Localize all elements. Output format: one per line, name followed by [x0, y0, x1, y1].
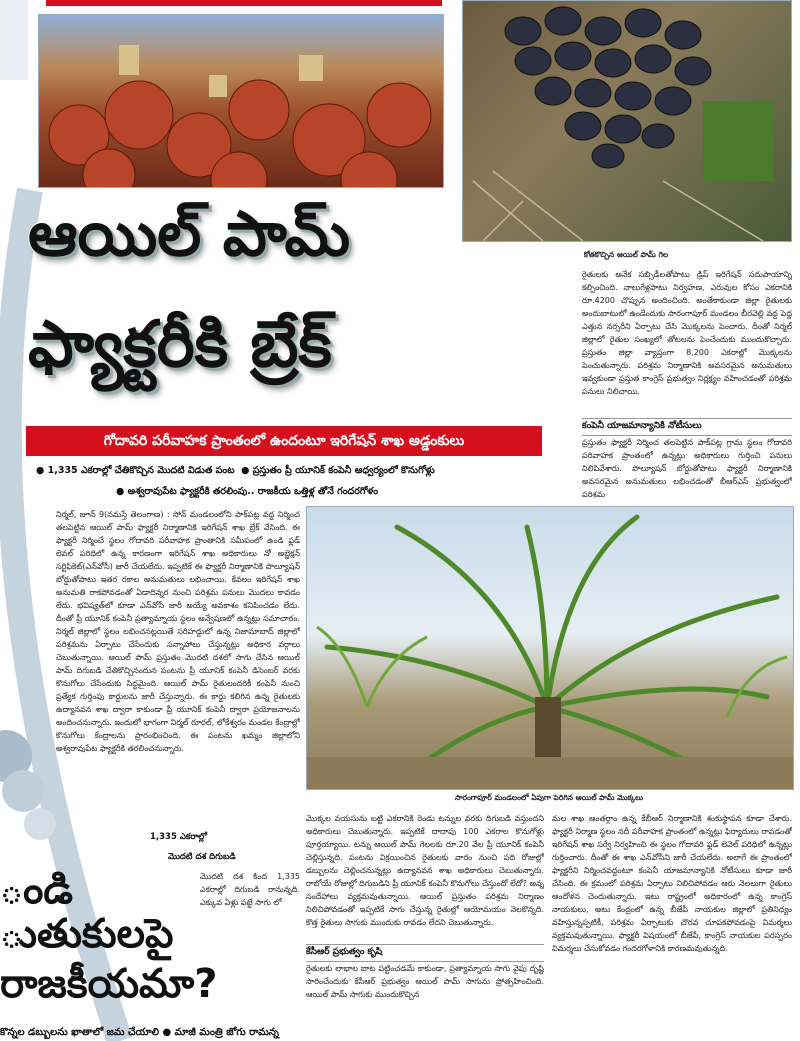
palm-tree-illustration	[307, 507, 793, 789]
palm-bunch-illustration	[463, 1, 791, 241]
bullet-line-2	[116, 486, 378, 499]
bullet-text: 1,335 ఎకరాల్లో చేతికొచ్చిన మొదటి విడుత పంట	[47, 465, 235, 476]
headline-line-1: ఆయిల్ పామ్	[28, 197, 351, 270]
side-story-line-3: రాజకీయమా?	[0, 961, 218, 1007]
bullet-dot-icon: ●	[36, 465, 48, 476]
oil-palm-bunch-photo	[462, 0, 792, 242]
bullet-dot-icon: ●	[237, 465, 253, 476]
decorative-circle-3	[24, 808, 56, 840]
bullet-dot-icon: ●	[116, 486, 128, 497]
body-column-2-tail: రైతులకు లాభాల బాట పట్టించడమే కాకుండా, ప్రత్యామ్నాయ సాగు వైపు దృష్టి సారించేందుకు కేసీఆర్ ప్రభుత్వం ఆయిల్ పామ్ సాగును ప్రోత్సహించింది. ఆయిల్ పామ్ సాగుకు ముందుకొచ్చిన	[306, 964, 544, 999]
subhead-text: గోదావరి పరీవాహక ప్రాంతంలో ఉందంటూ ఇరిగేషన్ శాఖ అడ్డంకులు	[103, 433, 465, 449]
headline-line-2: ఫ్యాక్టరీకి బ్రేక్	[28, 308, 332, 382]
body-column-1: నిర్మల్, జూన్ 9(నమస్తే తెలంగాణ) : సోన్ మండలంలోని పాక్‌పట్ల వద్ద నిర్మించ తలపెట్టిన ఆయిల్ పామ్ ఫ్యాక్టరీ నిర్మాణానికి ఇరిగేషన్ శాఖ బ్రేక్ వేసింది. ఈ ఫ్యాక్టరీ నిర్మించే స్థలం గోదావరి పరీవాహక ప్రాంతానికి సమీపంలో ఉండి ఫ్లడ్ లెవల్ పరిధిలో ఉన్న కారణంగా ఇరిగేషన్ శాఖ అధికారులు నో అబ్జెక్షన్ సర్టిఫికెట్(ఎన్‌వోసీ) జారీ చేయలేదు. ఇప్పటికే ఈ ఫ్యాక్టరీ నిర్మాణానికి పొల్యూషన్ బోర్డుతోపాటు ఇతర రకాల అనుమతులు లభించాయి. కేవలం ఇరిగేషన్ శాఖ అనుమతి రాకపోవడంతో ఏడాదిన్నర నుంచి పరిశ్రమ పనులు మొదలు కావడం లేదు. భవిష్యత్‌లో కూడా ఎన్‌వోసీ జారీ అయ్యే అవకాశం కనిపించడం లేదు. దీంతో ప్రీ యూనిక్ కంపెనీ ప్రత్యామ్నాయ స్థలం అన్వేషణలో ఉన్నట్లు సమాచారం. నిర్మల్ జిల్లాలో స్థలం లభించనట్లయితే సరిహద్దులో ఉన్న నిజామాబాద్ జిల్లాలో పరిశ్రమను ఏర్పాటు చేసేందుకు సన్నాహాలు చేస్తున్నట్లు అధికార వర్గాలు చెబుతున్నాయి. ఆయిల్ పామ్ ప్రస్తుతం మొదటి దశలో సాగు చేసిన ఆయిల్ పామ్ దిగుబడి చేతికొచ్చినందున పంటను ప్రీ యూనిక్ కంపెనీ డిసెంబర్ వరకు కొనుగోలు చేసేందుకు సిద్ధమైంది. ఆయిల్ పామ్ రైతులందరికీ కంపెనీ నుంచి ప్రత్యేక గుర్తింపు కార్డులను జారీ చేస్తున్నారు. ఈ కార్డు కలిగిన ఉన్న రైతులకు ఉద్యానవన శాఖ ద్వారా కాకుండా ప్రీ యూనిక్ కంపెనీ ద్వారా ప్రయోజనాలను అందించనున్నారు. ఇందులో భాగంగా నిర్మల్ రూరల్, లోకేశ్వరం మండల కేంద్రాల్లో కొనుగోలు కేంద్రాలను ప్రారంభించింది. ఈ పంటను ఖమ్మం జిల్లాలోని అశ్వరావుపేట ఫ్యాక్టరీకి తరలించనున్నారు.	[56, 510, 300, 753]
body-column-2: మొక్కల వయసును బట్టి ఎకరానికి రెండు టన్నుల వరకు దిగుబడి వస్తుందని అధికారులు చెబుతున్నారు. ఇప్పటికే దాదాపు 100 ఎకరాల కొనుగోళ్లు పూర్తయ్యాయి. టన్ను ఆయిల్ పామ్ గెలలకు రూ.20 వేల ప్రీ యూనిక్ కంపెనీ చెల్లిస్తున్నది. పంటను విక్రయించిన రైతులకు వారం నుంచి పది రోజుల్లో డబ్బులను చెల్లించనున్నట్లు ఉద్యానవన శాఖ అధికారులు చెబుతున్నారు. రాబోయే రోజుల్లో దిగుబడిని ప్రీ యూనిక్ కంపెనీ కొనుగోలు చేస్తుందో లేదో? అన్న సందేహాలు వ్యక్తమవుతున్నాయి. ఆయిల్ ప్రస్తుతం పరిశ్రమ నిర్మాణం నిలిచిపోవడంతో ఇప్పటికే సాగు చేస్తున్న రైతుల్లో ఆయోమయం నెలకొన్నది. కొత్త రైతులు సాగుకు ముందుకు రావడం లేదని చెబుతున్నారు.	[306, 814, 544, 927]
body-column-1-tail: మొదటి దశ కింద 1,335 ఎకరాల్లో దిగుబడి రానున్నది. ఎక్కువ ఏళ్లు పట్టే సాగు లో	[200, 872, 300, 907]
bullet-text: ప్రస్తుతం ప్రీ యూనిక్ కంపెనీ ఆధ్వర్యంలో కొనుగోళ్లు	[252, 465, 435, 476]
bullet-text: అశ్వరావుపేట ఫ్యాక్టరీకి తరలింపు.. రాజకీయ ఒత్తిళ్ల తోనే గందరగోళం	[127, 486, 379, 497]
body-column-3: మల శాఖ ఆంతర్గాం ఉన్న కేబీఆర్ నిర్మాణానికి శంకుస్థాపన కూడా చేశారు. ఫ్యాక్టరీ నిర్మాణ స్థలం నదీ పరీవాహక ప్రాంతంలో ఉన్నట్లు ఫిర్యాదులు రావడంతో ఇరిగేషన్ శాఖ సర్వే నిర్వహించి ఈ స్థలం గోదావరి ఫ్లడ్ లెవెల్ పరిధిలో ఉన్నట్లు గుర్తించారు. దీంతో ఈ శాఖ ఎన్‌వోసీని జారీ చేయలేదు. అలాగే ఈ ప్రాంతంలో ఫ్యాక్టరీని నిర్మించవద్దంటూ కంపెనీ యాజమాన్యానికి నోటీసులు కూడా జారీ చేసింది. ఈ క్రమంలో పరిశ్రమ ఏర్పాటు నిలిచిపోవడం ఆరు నెలలుగా రైతులు ఆందోళన చెందుతున్నారు. ఇటు రాష్ట్రంలో అధికారంలో ఉన్న కాంగ్రెస్ నాయకులు, అటు కేంద్రంలో ఉన్న బీజేపీ నాయకుల జిల్లాలో ప్రతినిధ్యం వహిస్తున్నప్పటికీ, పరిశ్రమ ఏర్పాటుకు చొరవ చూపకపోవడంపై విమర్శలు వ్యక్తమవుతున్నాయి. ఫ్యాక్టరీ విషయంలో బీజేపీ, కాంగ్రెస్ నాయకుల పరస్పరం విమర్శలు చేసుకోవడం గందరగోళానికి కారణమవుతున్నది.	[552, 814, 792, 953]
bullet-line-1	[36, 465, 435, 478]
plantation-photo-caption: సారంగాపూర్ మండలంలో ఏపుగా పెరిగిన ఆయిల్ పామ్ మొక్కలు	[454, 793, 644, 802]
right-column-mid-text: ప్రస్తుతం ఫ్యాక్టరీ నిర్మించ తలపెట్టిన పాక్‌పట్ల గ్రామ స్థలం గోదావరి పరివాహక ప్రాంతంలో ఉన్నట్లు అధికారులు గుర్తించి పనులు నిలిపివేశారు. పొల్యూషన్ బోర్డుతోపాటు ఫ్యాక్టరీ నిర్మాణానికి అవసరమైన అనుమతులు లభించడంతో బీఆర్ఎస్ ప్రభుత్వంలో పరిశ్రమ	[582, 438, 792, 498]
right-section-heading: కంపెనీ యాజమాన్యానికి నోటీసులు	[582, 418, 792, 436]
decorative-circle-2	[2, 770, 44, 812]
section-heading-kcr: కేసీఆర్ ప్రభుత్వం కృషి	[306, 944, 544, 962]
subheading-first-phase: మొదటి దశ దిగుబడి	[168, 852, 236, 862]
bunch-photo-caption: కోతకొచ్చిన ఆయిల్ పామ్ గెల	[583, 250, 669, 259]
side-story-line-1: ండి	[0, 867, 73, 913]
right-column-top-text: రైతులకు అనేక సబ్సిడీలతోపాటు డ్రిప్ ఇరిగేషన్ సదుపాయాన్ని కల్పించింది. నాలుగేళ్లపాటు నిర్వహణ, ఎరువుల కోసం ఎకరానికి రూ.4200 చొప్పున అందించింది. అంతేకాకుండా జిల్లా రైతులకు అందుబాటులో ఉండేందుకు సారంగాపూర్ మండలం బీరవెల్లి వద్ద పెద్ద ఎత్తున నర్సరీని ఏర్పాటు చేసి మొక్కలను పెంచారు. దీంతో నిర్మల్ జిల్లాలో రైతుల సంఖ్యలో తోటలను పెంచేందుకు ముందుకొచ్చారు. ప్రస్తుతం జిల్లా వ్యాప్తంగా 8,200 ఎకరాల్లో మొక్కలను పెంచుతున్నారు. పరిశ్రమ నిర్మాణానికి అవసరమైన అనుమతులు ఇవ్వకుండా ప్రస్తుత కాంగ్రెస్ ప్రభుత్వం నిర్లక్ష్యం వహించడంతో పరిశ్రమ పనులు నిలిచాయి.	[582, 270, 792, 396]
subheading-acres: 1,335 ఎకరాల్లో	[150, 832, 208, 842]
side-story-bottom-strap: కొన్నల డబ్బులను ఖాతాలో జమ చేయాలి ● మాజీ మంత్రి జోగు రామన్న	[0, 1027, 279, 1038]
side-story-line-2: ుతుకులపై	[0, 911, 174, 957]
subhead-bar	[26, 426, 542, 456]
plantation-photo	[306, 506, 794, 790]
